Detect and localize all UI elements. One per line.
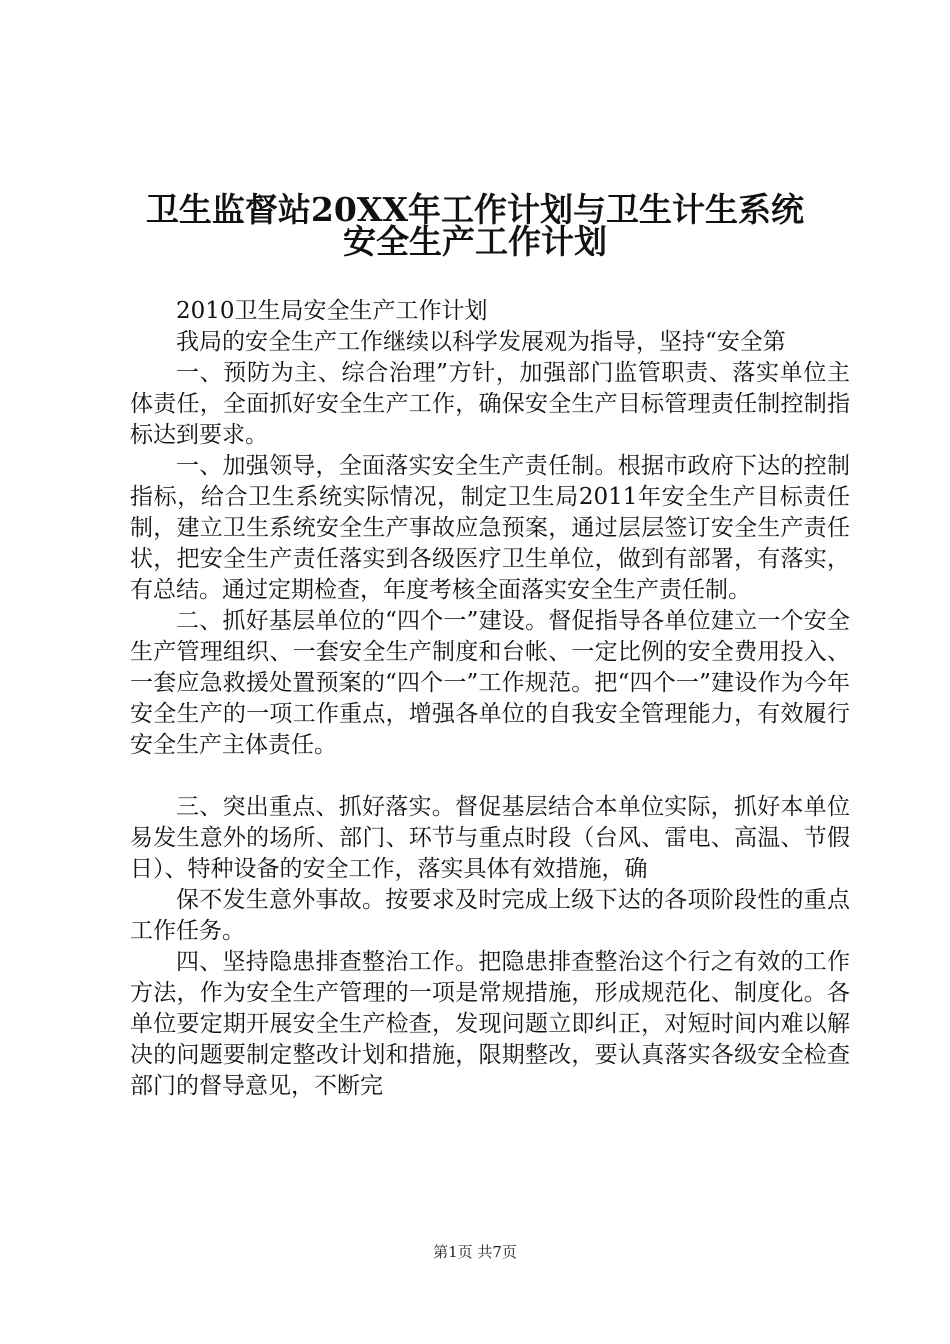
paragraph-policy: 一、预防为主、综合治理”方针，加强部门监管职责、落实单位主体责任，全面抓好安全生产工作，确保安全生产目标管理责任制控制指标达到要求。 bbox=[130, 360, 850, 448]
document-body bbox=[130, 296, 850, 1102]
document-title-line-2: 安全生产工作计划 bbox=[343, 222, 607, 261]
page-number-footer: 第1页 共7页 bbox=[433, 1243, 517, 1261]
document-title-line-1: 卫生监督站20XX年工作计划与卫生计生系统 bbox=[145, 190, 805, 229]
paragraph-section-3-cont: 保不发生意外事故。按要求及时完成上级下达的各项阶段性的重点工作任务。 bbox=[130, 887, 850, 944]
paragraph-subtitle: 2010卫生局安全生产工作计划 bbox=[176, 298, 488, 324]
paragraph-intro: 我局的安全生产工作继续以科学发展观为指导，坚持“安全第 bbox=[176, 329, 786, 355]
paragraph-section-1: 一、加强领导，全面落实安全生产责任制。根据市政府下达的控制指标，给合卫生系统实际情况，制定卫生局2011年安全生产目标责任制，建立卫生系统安全生产事故应急预案，通过层层签订安全生产责任状，把安全生产责任落实到各级医疗卫生单位，做到有部署，有落实，有总结。通过定期检查，年度考核全面落实安全生产责任制。 bbox=[130, 453, 850, 603]
paragraph-section-2: 二、抓好基层单位的“四个一”建设。督促指导各单位建立一个安全生产管理组织、一套安全生产制度和台帐、一定比例的安全费用投入、一套应急救援处置预案的“四个一”工作规范。把“四个一”建设作为今年安全生产的一项工作重点，增强各单位的自我安全管理能力，有效履行安全生产主体责任。 bbox=[130, 608, 850, 758]
paragraph-section-3: 三、突出重点、抓好落实。督促基层结合本单位实际，抓好本单位易发生意外的场所、部门、环节与重点时段（台风、雷电、高温、节假日）、特种设备的安全工作，落实具体有效措施，确 bbox=[130, 794, 850, 882]
paragraph-section-4: 四、坚持隐患排查整治工作。把隐患排查整治这个行之有效的工作方法，作为安全生产管理的一项是常规措施，形成规范化、制度化。各单位要定期开展安全生产检查，发现问题立即纠正，对短时间内难以解决的问题要制定整改计划和措施，限期整改，要认真落实各级安全检查部门的督导意见，不断完 bbox=[130, 949, 850, 1099]
